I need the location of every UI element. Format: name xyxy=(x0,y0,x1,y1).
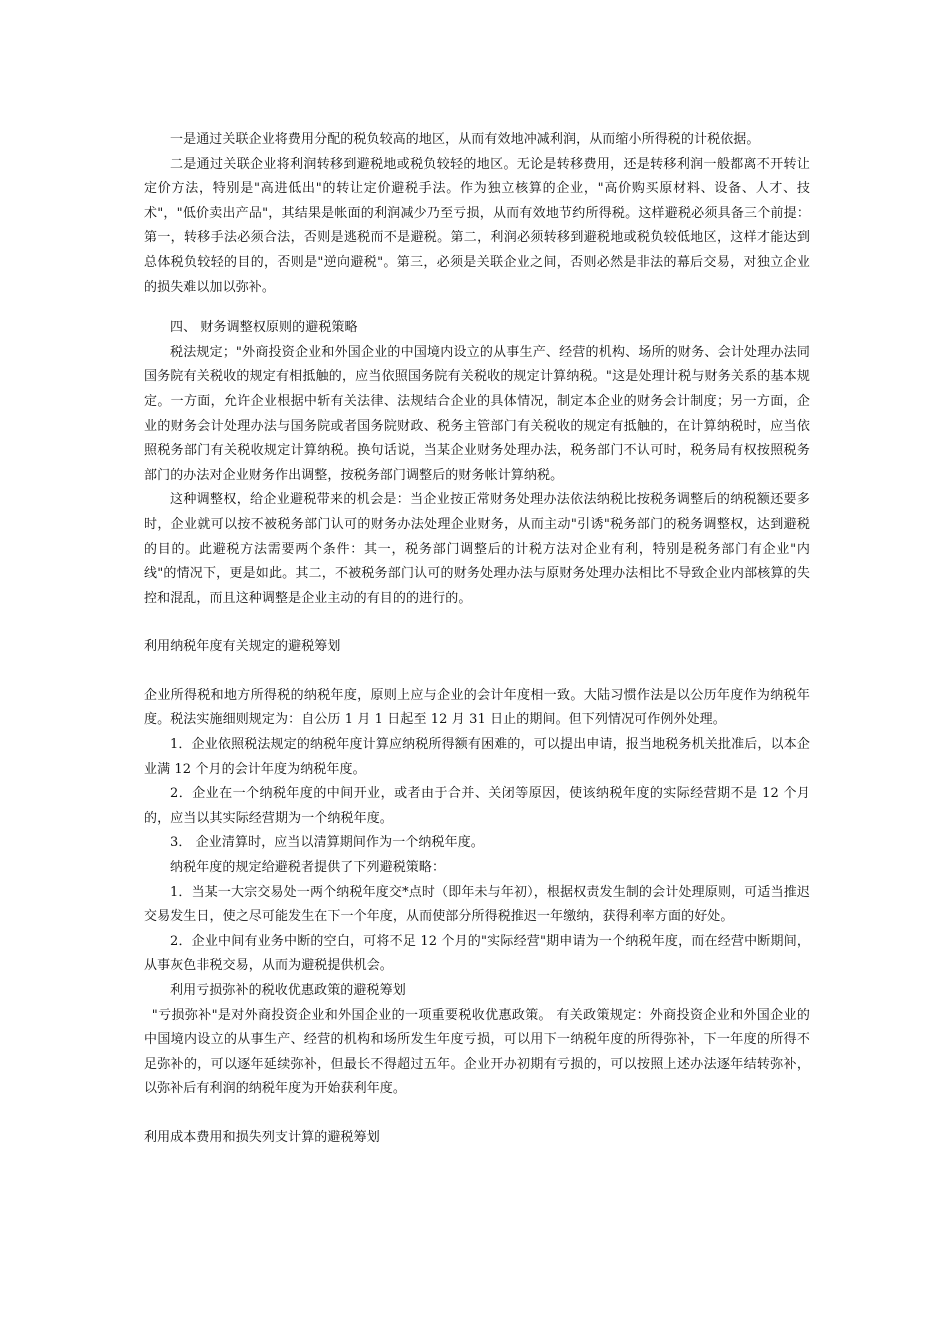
spacer xyxy=(144,611,810,635)
strategy-item-1: 1．当某一大宗交易处一两个纳税年度交*点时（即年未与年初），根据权责发生制的会计处理原则，可适当推迟交易发生日，使之尽可能发生在下一个年度，从而使部分所得税推迟一年缴纳，获得利率方面的好处。 xyxy=(144,884,810,925)
strategy-item-2: 2．企业中间有业务中断的空白，可将不足 12 个月的"实际经营"期申请为一个纳税年度，而在经营中断期间，从事灰色非税交易，从而为避税提供机会。 xyxy=(144,933,810,974)
paragraph-7: "亏损弥补"是对外商投资企业和外国企业的一项重要税收优惠政策。 有关政策规定：外商投资企业和外国企业的中国境内设立的从事生产、经营的机构和场所发生年度亏损，可以用下一纳税年度的所得弥补，下一年度的所得不足弥补的，可以逐年延续弥补，但最长不得超过五年。企业开办初期有亏损的，可以按照上述办法逐年结转弥补，以弥补后有利润的纳税年度为开始获利年度。 xyxy=(144,1007,810,1097)
paragraph-5: 企业所得税和地方所得税的纳税年度，原则上应与企业的会计年度相一致。大陆习惯作法是以公历年度作为纳税年度。税法实施细则规定为：自公历 1 月 1 日起至 12 月 31 日止的期间。但下列情况可作例外处理。 xyxy=(144,687,810,728)
paragraph-4: 这种调整权，给企业避税带来的机会是：当企业按正常财务处理办法依法纳税比按税务调整后的纳税额还要多时，企业就可以按不被税务部门认可的财务办法处理企业财务，从而主动"引诱"税务部门的税务调整权，达到避税的目的。此避税方法需要两个条件：其一，税务部门调整后的计税方法对企业有利，特别是税务部门有企业"内线"的情况下，更是如此。其二，不被税务部门认可的财务处理办法与原财务处理办法相比不导致企业内部核算的失控和混乱，而且这种调整是企业主动的有目的的进行的。 xyxy=(144,492,810,606)
spacer xyxy=(144,300,810,316)
paragraph-6: 纳税年度的规定给避税者提供了下列避税策略： xyxy=(170,860,446,876)
list-item-1: 1．企业依照税法规定的纳税年度计算应纳税所得额有困难的，可以提出申请，报当地税务机关批准后，以本企业满 12 个月的会计年度为纳税年度。 xyxy=(144,737,810,777)
section-heading-loss-offset: 利用亏损弥补的税收优惠政策的避税筹划 xyxy=(170,983,406,998)
paragraph-3: 税法规定；"外商投资企业和外国企业的中国境内设立的从事生产、经营的机构、场所的财务、会计处理办法同国务院有关税收的规定有相抵触的，应当依照国务院有关税收的规定计算纳税。"这是处理计税与财务关系的基本规定。一方面，允许企业根据中斩有关法律、法规结合企业的具体情况，制定本企业的财务会计制度；另一方面，企业的财务会计处理办法与国务院或者国务院财政、税务主管部门有关税收的规定有抵触的，在计算纳税时，应当依照税务部门有关税收规定计算纳税。换句话说，当某企业财务处理办法，税务部门不认可时，税务局有权按照税务部门的办法对企业财务作出调整，按税务部门调整后的财务帐计算纳税。 xyxy=(144,344,810,483)
spacer xyxy=(144,1102,810,1126)
list-item-3: 3． 企业清算时，应当以清算期间作为一个纳税年度。 xyxy=(170,835,484,851)
paragraph-2: 二是通过关联企业将利润转移到避税地或税负较轻的地区。无论是转移费用，还是转移利润一般都离不开转让定价方法，特别是"高进低出"的转让定价避税手法。作为独立核算的企业，"高价购买原材料、设备、人才、技术"，"低价卖出产品"，其结果是帐面的利润减少乃至亏损，从而有效地节约所得税。这样避税必须具备三个前提：第一，转移手法必须合法，否则是逃税而不是避税。第二，利润必须转移到避税地或税负较低地区，这样才能达到总体税负较轻的目的，否则是"逆向避税"。第三，必须是关联企业之间，否则必然是非法的幕后交易，对独立企业的损失难以加以弥补。 xyxy=(144,156,810,295)
paragraph-1: 一是通过关联企业将费用分配的税负较高的地区，从而有效地冲减利润，从而缩小所得税的计税依据。 xyxy=(170,132,760,147)
section-heading-cost-expense: 利用成本费用和损失列支计算的避税筹划 xyxy=(144,1129,380,1145)
section-heading-financial-adjustment: 四、 财务调整权原则的避税策略 xyxy=(170,320,358,336)
section-heading-tax-year: 利用纳税年度有关规定的避税筹划 xyxy=(144,639,341,655)
list-item-2: 2．企业在一个纳税年度的中间开业，或者由于合并、关闭等原因，使该纳税年度的实际经营期不是 12 个月的，应当以其实际经营期为一个纳税年度。 xyxy=(144,786,810,826)
document-body xyxy=(144,128,810,1151)
spacer xyxy=(144,660,810,684)
